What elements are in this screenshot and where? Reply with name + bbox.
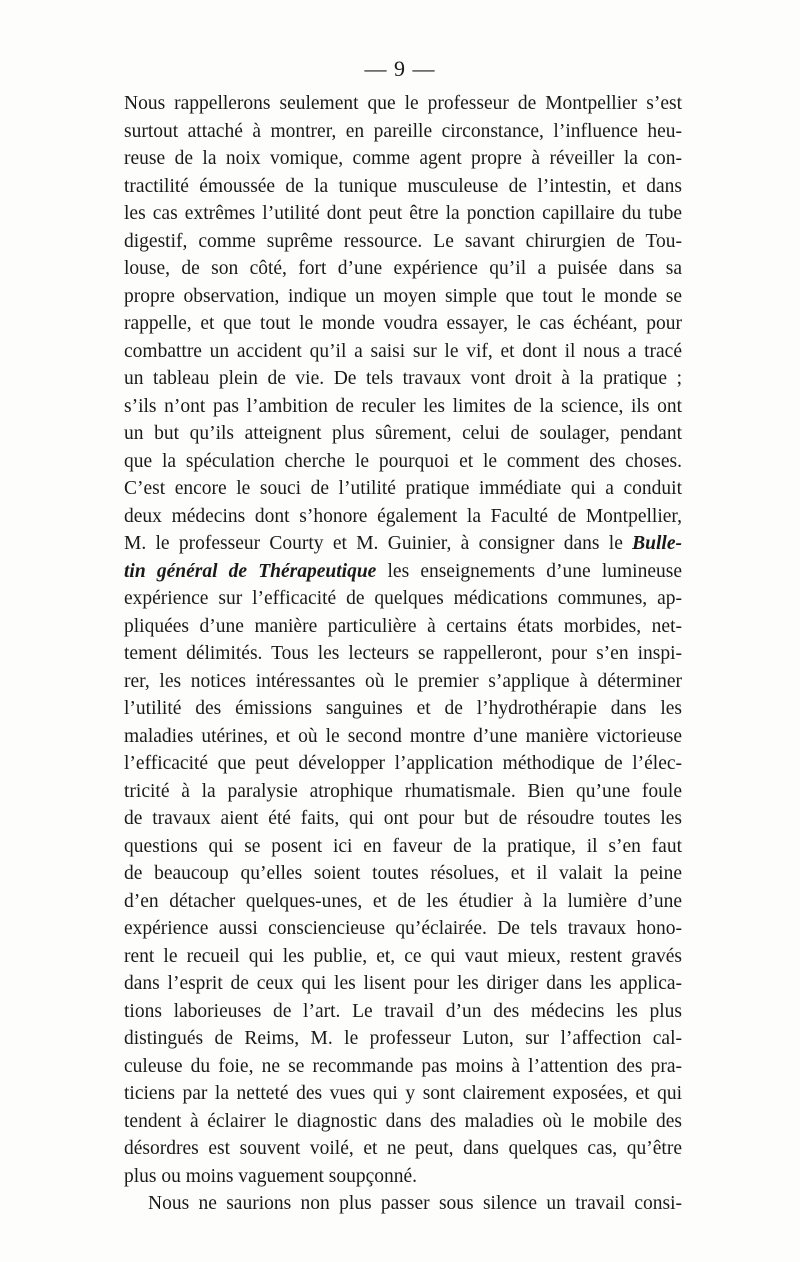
text-line: louse, de son côté, fort d’une expérience qu’il a puisée dans sa: [124, 258, 682, 279]
text-line: d’en détacher quelques-unes, et de les étudier à la lumière d’une: [124, 890, 682, 912]
text-line: rer, les notices intéressantes où le premier s’applique à déterminer: [124, 670, 682, 692]
text-line: s’ils n’ont pas l’ambition de reculer les limites de la science, ils ont: [124, 395, 682, 417]
text-line: expérience aussi consciencieuse qu’éclairée. De tels travaux hono-: [124, 918, 682, 939]
text-line: les cas extrêmes l’utilité dont peut être la ponction capillaire du tube: [124, 203, 682, 224]
page-number: — 9 —: [364, 56, 436, 81]
text-line-with-italic: [124, 530, 682, 558]
text-line: l’efficacité que peut développer l’application méthodique de l’élec-: [124, 753, 682, 774]
text-line: un tableau plein de vie. De tels travaux vont droit à la pratique ;: [124, 368, 682, 389]
text-line-with-italic: [124, 558, 682, 586]
text-line: tricité à la paralysie atrophique rhumatismale. Bien qu’une foule: [124, 780, 682, 802]
text-line: rappelle, et que tout le monde voudra essayer, le cas échéant, pour: [124, 313, 682, 334]
text-line: expérience sur l’efficacité de quelques médications communes, ap-: [124, 588, 682, 609]
text-line: ticiens par la netteté des vues qui y sont clairement exposées, et qui: [124, 1083, 682, 1104]
text-line: pliquées d’une manière particulière à certains états morbides, net-: [124, 615, 682, 637]
italic-title-segment: Bulle-: [632, 533, 682, 554]
text-line: reuse de la noix vomique, comme agent propre à réveiller la con-: [124, 148, 682, 169]
text-line: combattre un accident qu’il a saisi sur le vif, et dont il nous a tracé: [124, 340, 682, 362]
text-line: questions qui se posent ici en faveur de la pratique, il s’en faut: [124, 835, 682, 857]
text-line: deux médecins dont s’honore également la Faculté de Montpellier,: [124, 505, 682, 527]
text-line: digestif, comme suprême ressource. Le savant chirurgien de Tou-: [124, 230, 682, 252]
paragraph-start-line: Nous ne saurions non plus passer sous silence un travail consi-: [148, 1193, 682, 1214]
text-line: un but qu’ils atteignent plus sûrement, celui de soulager, pendant: [124, 423, 682, 444]
text-line: rent le recueil qui les publie, et, ce qui vaut mieux, restent gravés: [124, 945, 682, 967]
text-line: désordres est souvent voilé, et ne peut, dans quelques cas, qu’être: [124, 1138, 682, 1159]
text-line: dans l’esprit de ceux qui les lisent pour les diriger dans les applica-: [124, 973, 682, 994]
text-line: tendent à éclairer le diagnostic dans des maladies où le mobile des: [124, 1110, 682, 1132]
text-line: l’utilité des émissions sanguines et de l’hydrothérapie dans les: [124, 698, 682, 719]
text-line: tions laborieuses de l’art. Le travail d’un des médecins les plus: [124, 1000, 682, 1022]
text-line: tractilité émoussée de la tunique musculeuse de l’intestin, et dans: [124, 175, 682, 197]
text-line: surtout attaché à montrer, en pareille circonstance, l’influence heu-: [124, 120, 682, 142]
text-line: de travaux aient été faits, qui ont pour but de résoudre toutes les: [124, 808, 682, 829]
text-line: C’est encore le souci de l’utilité pratique immédiate qui a conduit: [124, 478, 682, 499]
text-line: que la spéculation cherche le pourquoi et le comment des choses.: [124, 450, 682, 472]
text-line: de beaucoup qu’elles soient toutes résolues, et il valait la peine: [124, 863, 682, 884]
text-line: Nous rappellerons seulement que le professeur de Montpellier s’est: [124, 93, 682, 114]
text-line: culeuse du foie, ne se recommande pas moins à l’attention des pra-: [124, 1055, 682, 1077]
text-line: maladies utérines, et où le second montre d’une manière victorieuse: [124, 725, 682, 747]
text-line: distingués de Reims, M. le professeur Luton, sur l’affection cal-: [124, 1028, 682, 1049]
text-line: tement délimités. Tous les lecteurs se rappelleront, pour s’en inspi-: [124, 643, 682, 664]
text-line: propre observation, indique un moyen simple que tout le monde se: [124, 285, 682, 307]
text-segment: les enseignements d’une lumineuse: [376, 560, 682, 582]
body-text: [124, 90, 682, 1218]
paragraph-end-line: plus ou moins vaguement soupçonné.: [124, 1165, 418, 1187]
italic-title-segment: tin général de Thérapeutique: [124, 560, 377, 582]
text-segment: M. le professeur Courty et M. Guinier, à consigner dans le: [124, 533, 633, 554]
